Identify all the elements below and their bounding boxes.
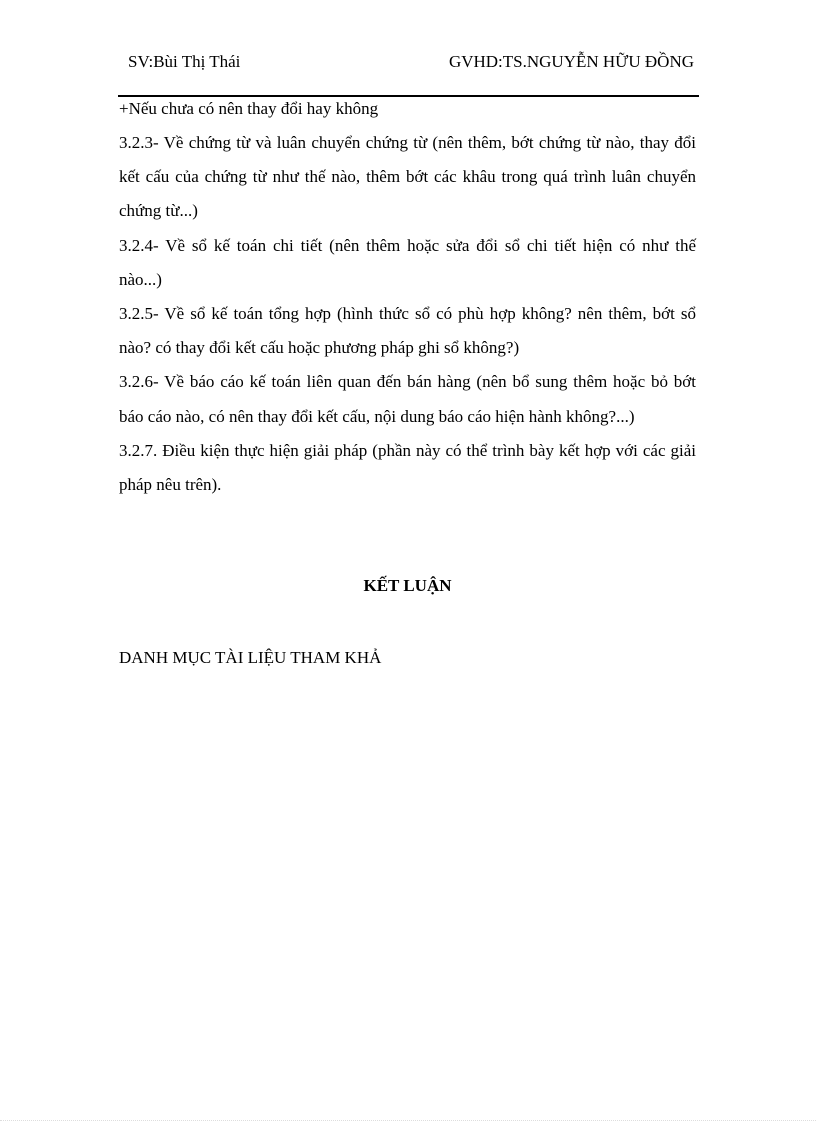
- conclusion-heading: KẾT LUẬN: [363, 576, 452, 595]
- section-3-2-7-paragraph: 3.2.7. Điều kiện thực hiện giải pháp (phần này có thể trình bày kết hợp với các giải pháp nêu trên).: [119, 440, 696, 495]
- section-3-2-3-paragraph: 3.2.3- Về chứng từ và luân chuyển chứng từ (nên thêm, bớt chứng từ nào, thay đổi kết cấu của chứng từ như thế nào, thêm bớt các khâu trong quá trình luân chuyển chứng từ...): [119, 133, 696, 221]
- references-heading: DANH MỤC TÀI LIỆU THAM KHẢ: [119, 648, 382, 667]
- page-header: [118, 52, 698, 76]
- section-3-2-6-paragraph: 3.2.6- Về báo cáo kế toán liên quan đến bán hàng (nên bổ sung thêm hoặc bỏ bớt báo cáo nào, có nên thay đổi kết cấu, nội dung báo cáo hiện hành không?...): [119, 372, 696, 426]
- advisor-name: GVHD:TS.NGUYỄN HỮU ĐỒNG: [448, 52, 694, 71]
- page-bottom-divider: [0, 1120, 816, 1121]
- student-name: SV:Bùi Thị Thái: [128, 52, 241, 71]
- section-3-2-4-paragraph: 3.2.4- Về sổ kế toán chi tiết (nên thêm hoặc sửa đổi sổ chi tiết hiện có như thế nào...): [119, 235, 696, 289]
- intro-line: +Nếu chưa có nên thay đổi hay không: [119, 99, 379, 118]
- document-body: [119, 96, 696, 502]
- section-3-2-5-paragraph: 3.2.5- Về sổ kế toán tổng hợp (hình thức sổ có phù hợp không? nên thêm, bớt sổ nào? có thay đổi kết cấu hoặc phương pháp ghi sổ không?): [119, 304, 696, 358]
